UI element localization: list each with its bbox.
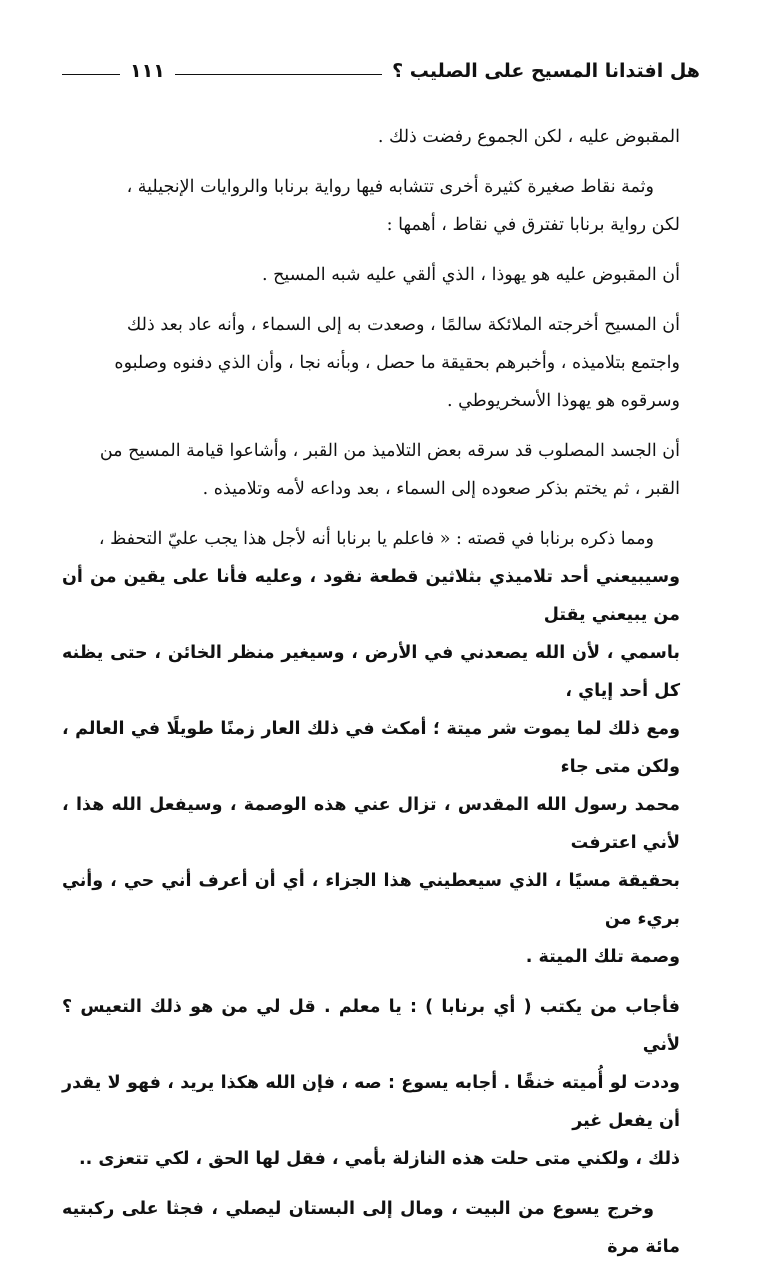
quote-line: فأجاب من يكتب ( أي برنابا ) : يا معلم . قل لي من هو ذلك التعيس ؟ لأني xyxy=(62,997,680,1055)
paragraph-4 xyxy=(62,306,680,420)
paragraph-6-quote xyxy=(62,520,680,976)
text-line: أن المقبوض عليه هو يهوذا ، الذي ألقي عليه شبه المسيح . xyxy=(262,265,680,285)
paragraph-1 xyxy=(62,118,680,156)
page-number: ١١١ xyxy=(130,60,165,82)
text-line: القبر ، ثم يختم بذكر صعوده إلى السماء ، بعد وداعه لأمه وتلاميذه . xyxy=(202,479,680,499)
running-header-title: هل افتدانا المسيح على الصليب ؟ xyxy=(392,60,700,82)
text-line: ومما ذكره برنابا في قصته : « فاعلم يا برنابا أنه لأجل هذا يجب عليّ التحفظ ، xyxy=(98,529,654,549)
paragraph-3 xyxy=(62,256,680,294)
paragraph-8 xyxy=(62,1190,680,1266)
quote-line: باسمي ، لأن الله يصعدني في الأرض ، وسيغير منظر الخائن ، حتى يظنه كل أحد إياي ، xyxy=(62,643,680,701)
quote-line: ومع ذلك لما يموت شر ميتة ؛ أمكث في ذلك العار زمنًا طويلًا في العالم ، ولكن متى جاء xyxy=(62,719,680,777)
paragraph-2 xyxy=(62,168,680,244)
quote-line: وصمة تلك الميتة . xyxy=(525,947,680,967)
text-line: أن الجسد المصلوب قد سرقه بعض التلاميذ من القبر ، وأشاعوا قيامة المسيح من xyxy=(99,441,680,461)
quote-line: وسيبيعني أحد تلاميذي بثلاثين قطعة نقود ، وعليه فأنا على يقين من أن من يبيعني يقتل xyxy=(62,567,680,625)
body-text xyxy=(62,118,680,1278)
quote-line: محمد رسول الله المقدس ، تزال عني هذه الوصمة ، وسيفعل الله هذا ، لأني اعترفت xyxy=(62,795,680,853)
text-line: وثمة نقاط صغيرة كثيرة أخرى تتشابه فيها رواية برنابا والروايات الإنجيلية ، xyxy=(126,177,654,197)
quote-line: وخرج يسوع من البيت ، ومال إلى البستان ليصلي ، فجثا على ركبتيه مائة مرة xyxy=(62,1199,680,1257)
header-rule-short xyxy=(62,74,120,75)
text-line: لكن رواية برنابا تفترق في نقاط ، أهمها : xyxy=(386,215,680,235)
header-rule-long xyxy=(175,74,382,75)
text-line: أن المسيح أخرجته الملائكة سالمًا ، وصعدت به إلى السماء ، وأنه عاد بعد ذلك xyxy=(126,315,680,335)
running-header xyxy=(58,50,700,82)
paragraph-7 xyxy=(62,988,680,1178)
text-line: المقبوض عليه ، لكن الجموع رفضت ذلك . xyxy=(377,127,680,147)
paragraph-5 xyxy=(62,432,680,508)
text-line: واجتمع بتلاميذه ، وأخبرهم بحقيقة ما حصل ، وبأنه نجا ، وأن الذي دفنوه وصلبوه xyxy=(114,353,680,373)
text-line: وسرقوه هو يهوذا الأسخريوطي . xyxy=(447,391,680,411)
quote-line: بحقيقة مسيًا ، الذي سيعطيني هذا الجزاء ، أي أن أعرف أني حي ، وأني بريء من xyxy=(62,871,680,929)
quote-line: وددت لو أُميته خنقًا . أجابه يسوع : صه ، فإن الله هكذا يريد ، فهو لا يقدر أن يفعل غير xyxy=(62,1073,680,1131)
quote-line: ذلك ، ولكني متى حلت هذه النازلة بأمي ، فقل لها الحق ، لكي تتعزى .. xyxy=(78,1149,680,1169)
